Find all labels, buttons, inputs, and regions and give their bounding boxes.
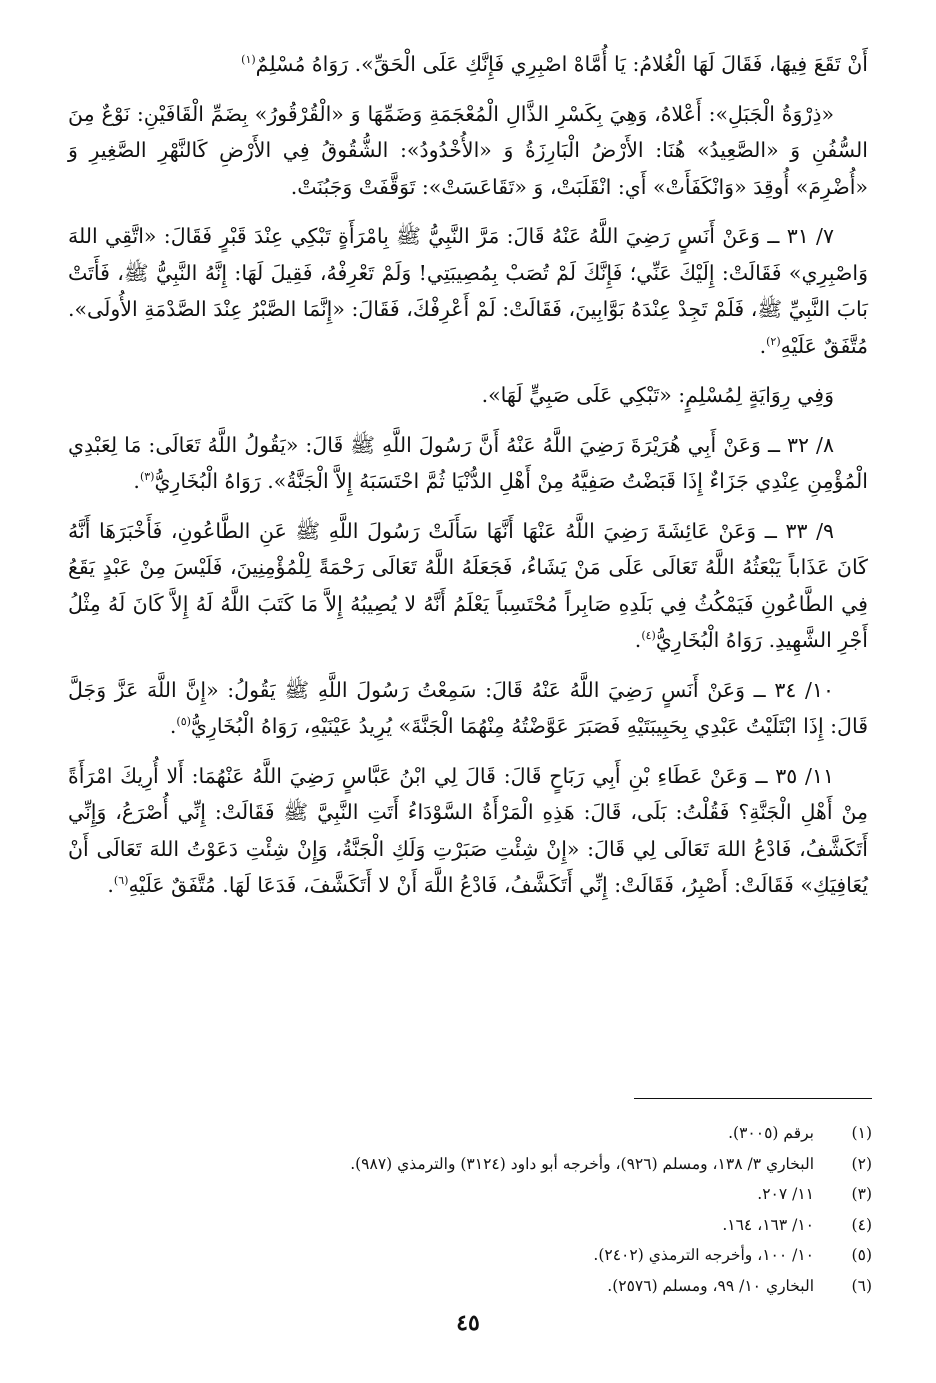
paragraph-glossary: «ذِرْوَةُ الْجَبَلِ»: أَعْلاهُ، وَهِيَ بِكَسْرِ الذَّالِ الْمُعْجَمَةِ وَضَمِّهَا وَ «الْقُرْقُورُ» بِضَمِّ الْقَافَيْنِ: نَوْعٌ مِنَ السُّفُنِ وَ «الصَّعِيدُ» هُنَا: الأَرْضُ الْبَارِزَةُ وَ «الأُخْدُودُ»: الشُّقُوقُ فِي الأَرْضِ كَالنَّهْرِ الصَّغِيرِ وَ «أُضْرِمَ» أُوقِدَ «وَانْكَفَأَتْ» أَي: انْقَلَبَتْ، وَ «تَقَاعَسَتْ»: تَوَقَّفَتْ وَجَبُنَتْ. <box>68 101 868 199</box>
footnote-number: (٥) <box>851 1246 872 1264</box>
footnote-text: البخاري ١٠/ ٩٩، ومسلم (٢٥٧٦). <box>607 1276 814 1295</box>
footnote-number: (٦) <box>851 1276 872 1295</box>
paragraph-hadith-34: ١٠/ ٣٤ ــ وَعَنْ أَنَسٍ رَضِيَ اللَّهُ عَنْهُ قَالَ: سَمِعْتُ رَسُولَ اللَّهِ ﷺ يَقُولُ: «إِنَّ اللَّهَ عَزَّ وَجَلَّ قَالَ: إِذَا ابْتَلَيْتُ عَبْدِي بِحَبِيبَتَيْهِ فَصَبَرَ عَوَّضْتُهُ مِنْهُمَا الْجَنَّةَ» يُرِيدُ عَيْنَيْهِ، رَوَاهُ الْبُخَارِيُّ$^{(٥)}$. <box>68 677 868 738</box>
footnote-number: (٣) <box>851 1185 872 1203</box>
footnote-text: برقم (٣٠٠٥). <box>728 1124 814 1142</box>
paragraph-hadith-35: ١١/ ٣٥ ــ وَعَنْ عَطَاءِ بْنِ أَبِي رَبَاحٍ قَالَ: قَالَ لِي ابْنُ عَبَّاسٍ رَضِيَ اللَّهُ عَنْهُمَا: أَلا أُرِيكَ امْرَأَةً مِنْ أَهْلِ الْجَنَّةِ؟ فَقُلْتُ: بَلَى، قَالَ: هَذِهِ الْمَرْأَةُ السَّوْدَاءُ أَتَتِ النَّبِيَّ ﷺ فَقَالَتْ: إِنِّي أُصْرَعُ، وَإِنِّي أَتَكَشَّفُ، فَادْعُ اللهَ تَعَالَى لِي قَالَ: «إِنْ شِئْتِ صَبَرْتِ وَلَكِ الْجَنَّةُ، وَإِنْ شِئْتِ دَعَوْتُ اللهَ تَعَالَى أَنْ يُعَافِيَكِ» فَقَالَتْ: أَصْبِرُ، فَقَالَتْ: إِنِّي أَتَكَشَّفُ، فَادْعُ اللَّهَ أَنْ لا أَتَكَشَّفَ، فَدَعَا لَهَا. مُتَّفَقٌ عَلَيْهِ$^{(٦)}$. <box>68 763 868 897</box>
footnote-number: (١) <box>851 1124 872 1142</box>
footnote-item <box>100 1210 872 1241</box>
footnote-ref: (١) <box>241 53 256 67</box>
footnote-text: ١٠/ ١٦٣، ١٦٤. <box>722 1215 814 1234</box>
footnote-item <box>100 1271 872 1302</box>
paragraph-narration-muslim: وَفِي رِوَايَةٍ لِمُسْلِمٍ: «تَبْكِي عَلَى صَبِيٍّ لَهَا». <box>481 383 834 407</box>
footnote-number: (٤) <box>851 1215 872 1234</box>
main-text <box>68 46 868 917</box>
paragraph-continuation: أَنْ تَقَعَ فِيهَا، فَقَالَ لَهَا الْغُلامُ: يَا أُمَّاهْ اصْبِرِي فَإِنَّكِ عَلَى الْحَقِّ». رَوَاهُ مُسْلِمٌ$^{(١)}$ <box>241 52 868 76</box>
footnote-text: البخاري ٣/ ١٣٨، ومسلم (٩٢٦)، وأخرجه أبو داود (٣١٢٤) والترمذي (٩٨٧). <box>350 1154 814 1173</box>
footnote-text: ١١/ ٢٠٧. <box>757 1185 814 1203</box>
footnote-number: (٢) <box>851 1154 872 1173</box>
footnotes <box>100 1118 872 1301</box>
footnote-text: ١٠/ ١٠٠، وأخرجه الترمذي (٢٤٠٢). <box>593 1246 814 1264</box>
footnote-ref: (٥) <box>176 715 191 729</box>
footnote-ref: (٤) <box>641 629 656 643</box>
footnote-ref: (٦) <box>113 874 129 888</box>
paragraph-hadith-33: ٩/ ٣٣ ــ وَعَنْ عَائِشَةَ رَضِيَ اللَّهُ عَنْهَا أَنَّهَا سَأَلَتْ رَسُولَ اللَّهِ ﷺ عَنِ الطَّاعُونِ، فَأَخْبَرَهَا أَنَّهُ كَانَ عَذَاباً يَبْعَثُهُ اللَّهُ تَعَالَى عَلَى مَنْ يَشَاءُ، فَجَعَلَهُ اللَّهُ تَعَالَى رَحْمَةً لِلْمُؤْمِنِينَ، فَلَيْسَ مِنْ عَبْدٍ يَقَعُ فِي الطَّاعُونِ فَيَمْكُثُ فِي بَلَدِهِ صَابِراً مُحْتَسِباً يَعْلَمُ أَنَّهُ لا يُصِيبُهُ إِلاَّ مَا كَتَبَ اللَّهُ لَهُ إِلاَّ كَانَ لَهُ مِثْلُ أَجْرِ الشَّهِيدِ. رَوَاهُ الْبُخَارِيُّ$^{(٤)}$. <box>68 518 868 652</box>
footnote-item <box>100 1149 872 1180</box>
page-number: ٤٥ <box>456 1310 480 1336</box>
footnote-item <box>100 1240 872 1271</box>
footnote-ref: (٣) <box>139 470 155 484</box>
footnote-item <box>100 1179 872 1210</box>
footnote-item <box>100 1118 872 1149</box>
footnote-ref: (٢) <box>766 334 781 348</box>
footnote-divider <box>634 1098 872 1099</box>
paragraph-hadith-31: ٧/ ٣١ ــ وَعَنْ أَنَسٍ رَضِيَ اللَّهُ عَنْهُ قَالَ: مَرَّ النَّبِيُّ ﷺ بِامْرَأَةٍ تَبْكِي عِنْدَ قَبْرٍ فَقَالَ: «اتَّقِي اللهَ وَاصْبِرِي» فَقَالَتْ: إِلَيْكَ عَنِّي؛ فَإِنَّكَ لَمْ تُصَبْ بِمُصِيبَتِي! وَلَمْ تَعْرِفْهُ، فَقِيلَ لَهَا: إِنَّهُ النَّبِيُّ ﷺ، فَأَتَتْ بَابَ النَّبِيِّ ﷺ، فَلَمْ تَجِدْ عِنْدَهُ بَوَّابِينَ، فَقَالَتْ: لَمْ أَعْرِفْكَ، فَقَالَ: «إِنَّمَا الصَّبْرُ عِنْدَ الصَّدْمَةِ الأُولَى». مُتَّفَقٌ عَلَيْهِ$^{(٢)}$. <box>68 224 868 358</box>
paragraph-hadith-32: ٨/ ٣٢ ــ وَعَنْ أَبِي هُرَيْرَةَ رَضِيَ اللَّهُ عَنْهُ أَنَّ رَسُولَ اللَّهِ ﷺ قَالَ: «يَقُولُ اللَّهُ تَعَالَى: مَا لِعَبْدِي الْمُؤْمِنِ عِنْدِي جَزَاءٌ إِذَا قَبَضْتُ صَفِيَّهُ مِنْ أَهْلِ الدُّنْيَا ثُمَّ احْتَسَبَهُ إِلاَّ الْجَنَّةُ». رَوَاهُ الْبُخَارِيُّ$^{(٣)}$. <box>68 432 868 493</box>
